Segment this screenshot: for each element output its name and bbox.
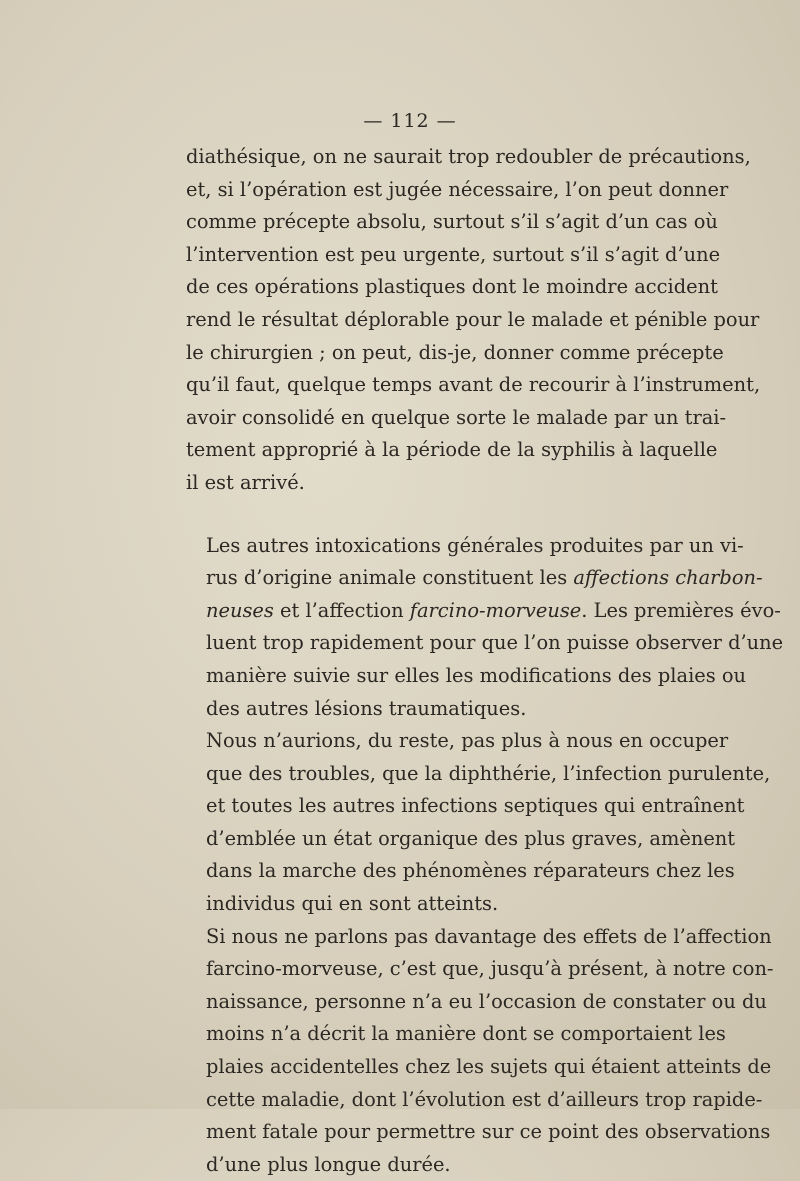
text-line: avoir consolidé en quelque sorte le malade par un trai-	[186, 405, 727, 429]
text-line: qu’il faut, quelque temps avant de recourir à l’instrument,	[186, 373, 761, 397]
paragraph-3	[186, 725, 771, 921]
text-line: rend le résultat déplorable pour le malade et pénible pour	[186, 307, 760, 331]
text-line: dans la marche des phénomènes réparateurs chez les	[206, 859, 735, 883]
text-line: l’intervention est peu urgente, surtout s’il s’agit d’une	[186, 242, 721, 266]
text-line: le chirurgien ; on peut, dis-je, donner comme précepte	[186, 340, 724, 364]
text-line: que des troubles, que la diphthérie, l’infection purulente,	[206, 761, 771, 785]
italic-term: affections charbon-	[573, 566, 763, 590]
text-line: il est arrivé.	[186, 470, 305, 494]
text-run: et l’affection	[273, 598, 410, 622]
text-line	[186, 562, 763, 595]
text-line: et toutes les autres infections septiques qui entraînent	[206, 794, 745, 818]
text-line: diathésique, on ne saurait trop redoubler de précautions,	[186, 145, 751, 168]
text-line: d’emblée un état organique des plus graves, amènent	[206, 826, 736, 850]
text-line: individus qui en sont atteints.	[206, 892, 499, 916]
text-line: Si nous ne parlons pas davantage des effets de l’affection	[206, 924, 772, 948]
paragraph-4	[186, 921, 774, 1181]
text-line: comme précepte absolu, surtout s’il s’agit d’un cas où	[186, 210, 718, 234]
text-line: manière suivie sur elles les modifications des plaies ou	[206, 663, 747, 687]
text-line: moins n’a décrit la manière dont se comportaient les	[206, 1022, 726, 1046]
text-line: plaies accidentelles chez les sujets qui étaient atteints de	[206, 1055, 772, 1079]
body-text	[186, 141, 784, 1181]
paragraph-1	[186, 141, 761, 500]
text-line: Nous n’aurions, du reste, pas plus à nous en occuper	[206, 729, 729, 753]
italic-term: farcino-morveuse	[409, 598, 582, 622]
text-line: luent trop rapidement pour que l’on puisse observer d’une	[206, 631, 784, 655]
text-line: d’une plus longue durée.	[206, 1152, 451, 1176]
text-run: rus d’origine animale constituent les	[206, 566, 574, 590]
text-line	[186, 595, 781, 628]
paragraph-2	[186, 530, 784, 726]
text-line: farcino-morveuse, c’est que, jusqu’à présent, à notre con-	[206, 957, 774, 981]
text-line: naissance, personne n’a eu l’occasion de constater ou du	[206, 989, 767, 1013]
text-line: de ces opérations plastiques dont le moindre accident	[186, 275, 718, 299]
text-line: Les autres intoxications générales produites par un vi-	[206, 533, 744, 557]
text-line: des autres lésions traumatiques.	[206, 696, 527, 720]
text-run: . Les premières évo-	[581, 598, 781, 622]
page-number: — 112 —	[363, 110, 457, 132]
text-line: et, si l’opération est jugée nécessaire, l’on peut donner	[186, 177, 729, 201]
text-line: cette maladie, dont l’évolution est d’ailleurs trop rapide-	[206, 1087, 763, 1111]
text-line: ment fatale pour permettre sur ce point des observations	[206, 1120, 771, 1144]
text-line: tement approprié à la période de la syphilis à laquelle	[186, 438, 718, 462]
italic-term: neuses	[206, 598, 274, 622]
